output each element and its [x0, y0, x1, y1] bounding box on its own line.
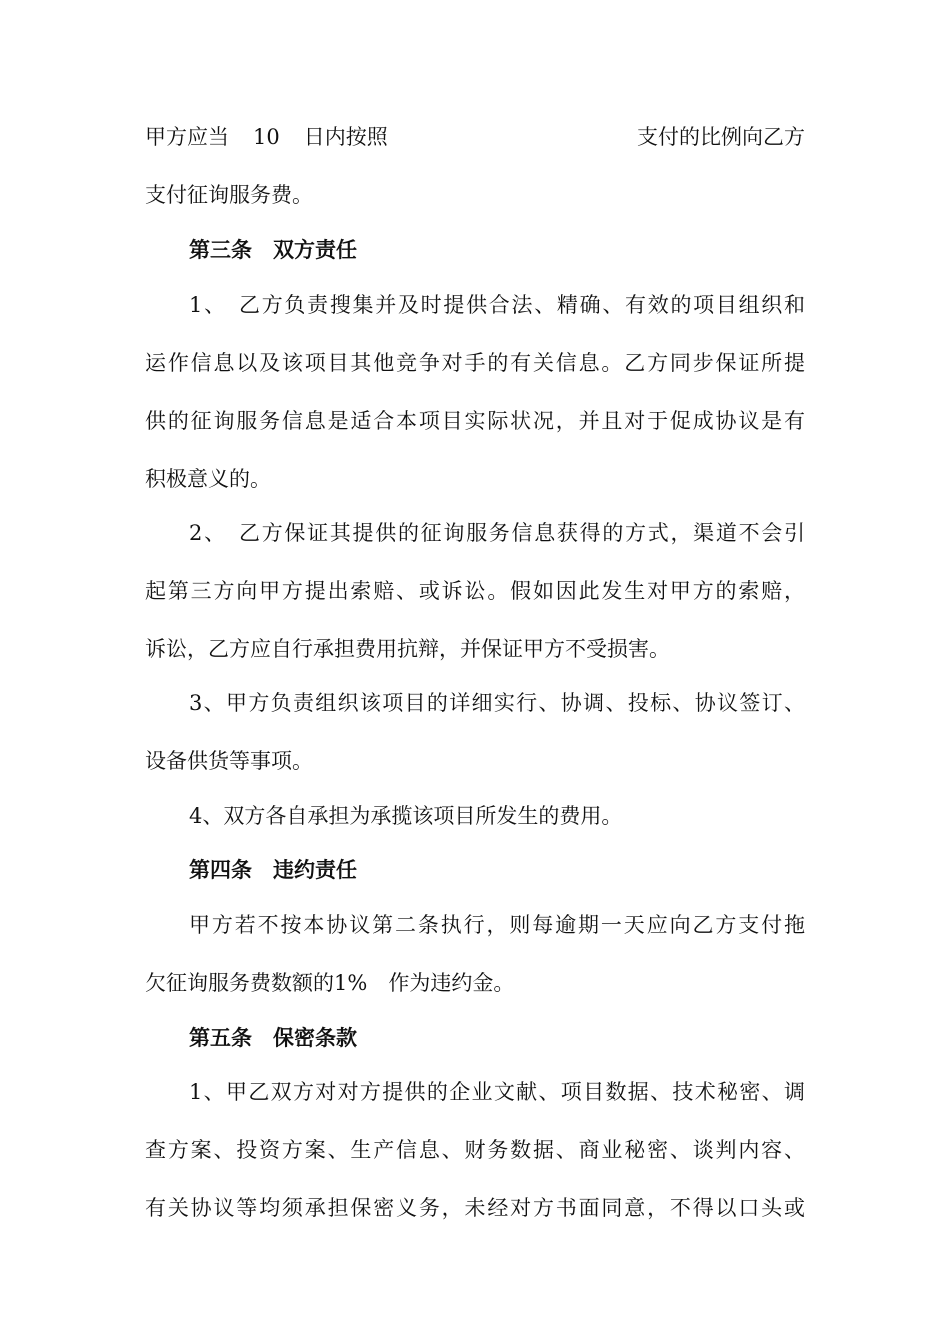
paragraph-line: 运作信息以及该项目其他竞争对手的有关信息。乙方同步保证所提: [145, 351, 805, 375]
paragraph-line: 积极意义的。: [145, 467, 271, 491]
paragraph-line: 起第三方向甲方提出索赔、或诉讼。假如因此发生对甲方的索赔，: [145, 579, 805, 603]
paragraph-line: 2、 乙方保证其提供的征询服务信息获得的方式，渠道不会引: [189, 521, 805, 545]
paragraph-line: 甲方若不按本协议第二条执行，则每逾期一天应向乙方支付拖: [189, 913, 805, 937]
paragraph-line: 支付征询服务费。: [145, 183, 313, 207]
paragraph-line: 欠征询服务费数额的1% 作为违约金。: [145, 971, 515, 995]
paragraph-line: 有关协议等均须承担保密义务，未经对方书面同意，不得以口头或: [145, 1196, 805, 1220]
article-heading-5: 第五条 保密条款: [189, 1025, 357, 1050]
paragraph-line: 3、甲方负责组织该项目的详细实行、协调、投标、协议签订、: [189, 691, 805, 715]
paragraph-line: 4、双方各自承担为承揽该项目所发生的费用。: [189, 804, 623, 828]
paragraph-line: 设备供货等事项。: [145, 749, 313, 773]
text-segment: 日内按照: [303, 125, 388, 149]
blank-number: 10: [253, 125, 280, 149]
article-heading-4: 第四条 违约责任: [189, 857, 357, 882]
paragraph-line: 查方案、投资方案、生产信息、财务数据、商业秘密、谈判内容、: [145, 1138, 805, 1162]
text-segment: 甲方应当: [145, 125, 229, 149]
paragraph-line: 1、 乙方负责搜集并及时提供合法、精确、有效的项目组织和: [189, 293, 805, 317]
text-segment-right: 支付的比例向乙方: [637, 125, 805, 149]
paragraph-line: 供的征询服务信息是适合本项目实际状况，并且对于促成协议是有: [145, 409, 805, 433]
paragraph-line: 诉讼，乙方应自行承担费用抗辩，并保证甲方不受损害。: [145, 637, 670, 661]
article-heading-3: 第三条 双方责任: [189, 237, 357, 262]
paragraph-line: [145, 123, 805, 151]
paragraph-line: 1、甲乙双方对对方提供的企业文献、项目数据、技术秘密、调: [189, 1080, 805, 1104]
text-segment-left: [145, 123, 388, 151]
